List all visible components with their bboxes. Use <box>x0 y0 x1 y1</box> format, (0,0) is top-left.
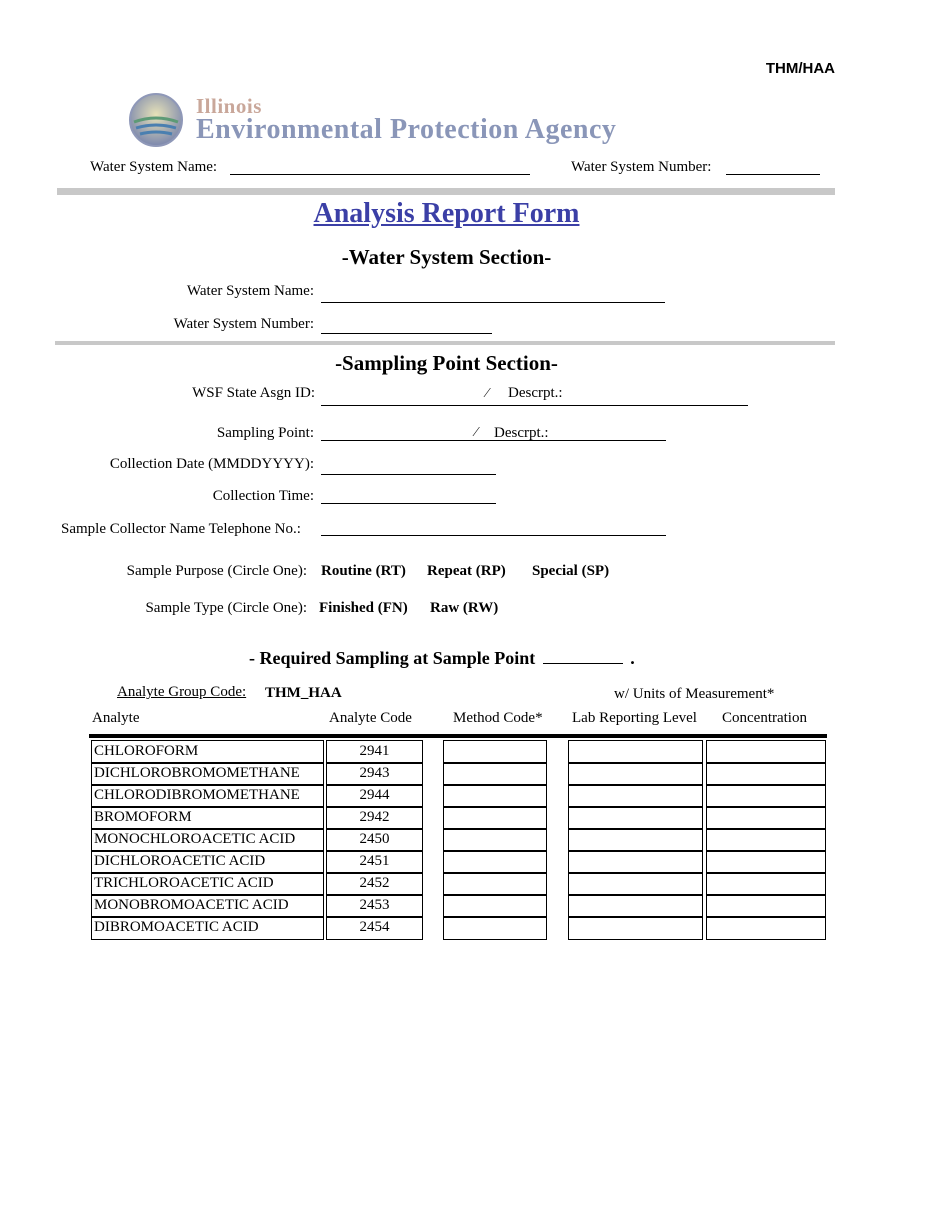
concentration-input[interactable] <box>706 784 826 808</box>
column-header-analyte: Analyte <box>92 710 140 726</box>
analyte-cell: CHLORODIBROMOMETHANE <box>91 784 324 808</box>
method-code-input[interactable] <box>443 828 547 852</box>
column-header-analyte-code: Analyte Code <box>329 710 412 726</box>
analyte-code-cell: 2943 <box>326 762 423 786</box>
concentration-input[interactable] <box>706 740 826 764</box>
lab-reporting-level-input[interactable] <box>568 872 703 896</box>
type-option-raw[interactable]: Raw (RW) <box>430 600 499 616</box>
concentration-input[interactable] <box>706 894 826 918</box>
method-code-input[interactable] <box>443 784 547 808</box>
sampling-point-descrpt-label: Descrpt.: <box>494 425 549 441</box>
header-divider <box>57 188 835 195</box>
required-sampling-point-field[interactable] <box>543 663 623 664</box>
column-header-lab-reporting-level: Lab Reporting Level <box>572 710 697 726</box>
analyte-group-value: THM_HAA <box>265 685 342 701</box>
lab-reporting-level-input[interactable] <box>568 894 703 918</box>
method-code-input[interactable] <box>443 762 547 786</box>
method-code-input[interactable] <box>443 894 547 918</box>
collection-time-field[interactable] <box>321 503 496 504</box>
concentration-input[interactable] <box>706 850 826 874</box>
purpose-option-repeat[interactable]: Repeat (RP) <box>427 563 506 579</box>
lab-reporting-level-input[interactable] <box>568 806 703 830</box>
purpose-option-routine[interactable]: Routine (RT) <box>321 563 406 579</box>
water-system-name-field[interactable] <box>321 302 665 303</box>
lab-reporting-level-input[interactable] <box>568 850 703 874</box>
sampling-point-label: Sampling Point: <box>216 425 314 441</box>
header-water-system-number-label: Water System Number: <box>571 159 712 175</box>
wsf-descrpt-label: Descrpt.: <box>508 385 563 401</box>
header-water-system-name-field[interactable] <box>230 174 530 175</box>
lab-reporting-level-input[interactable] <box>568 916 703 940</box>
epa-logo-icon <box>128 92 184 148</box>
water-system-section-heading: -Water System Section- <box>341 245 552 269</box>
slash-icon: ⁄ <box>486 386 489 401</box>
analyte-cell: TRICHLOROACETIC ACID <box>91 872 324 896</box>
telephone-label: Telephone No.: <box>208 521 301 537</box>
units-note: w/ Units of Measurement* <box>614 686 775 702</box>
header-water-system-name-label: Water System Name: <box>90 159 218 175</box>
page-title: Analysis Report Form <box>313 198 580 229</box>
collection-date-field[interactable] <box>321 474 496 475</box>
table-header-rule <box>89 734 827 738</box>
slash-icon: ⁄ <box>475 425 478 440</box>
sample-collector-field[interactable] <box>321 535 666 536</box>
lab-reporting-level-input[interactable] <box>568 762 703 786</box>
sample-collector-label <box>61 521 301 538</box>
method-code-input[interactable] <box>443 740 547 764</box>
method-code-input[interactable] <box>443 806 547 830</box>
analyte-cell: CHLOROFORM <box>91 740 324 764</box>
purpose-option-special[interactable]: Special (SP) <box>532 563 610 579</box>
method-code-input[interactable] <box>443 850 547 874</box>
logo-agency-text: Environmental Protection Agency <box>196 114 617 145</box>
sample-type-label: Sample Type (Circle One): <box>145 600 307 616</box>
analyte-cell: DICHLOROACETIC ACID <box>91 850 324 874</box>
wsf-state-id-label: WSF State Asgn ID: <box>192 385 315 401</box>
required-sampling-heading <box>249 648 635 669</box>
sample-purpose-label: Sample Purpose (Circle One): <box>126 563 307 579</box>
analyte-cell: DIBROMOACETIC ACID <box>91 916 324 940</box>
water-system-number-field[interactable] <box>321 333 492 334</box>
concentration-input[interactable] <box>706 872 826 896</box>
lab-reporting-level-input[interactable] <box>568 784 703 808</box>
collection-time-label: Collection Time: <box>212 488 314 504</box>
analyte-code-cell: 2454 <box>326 916 423 940</box>
analyte-code-cell: 2451 <box>326 850 423 874</box>
logo-state-text: Illinois <box>196 94 262 118</box>
concentration-input[interactable] <box>706 828 826 852</box>
type-option-finished[interactable]: Finished (FN) <box>319 600 408 616</box>
method-code-input[interactable] <box>443 916 547 940</box>
analyte-code-cell: 2941 <box>326 740 423 764</box>
header-water-system-number-field[interactable] <box>726 174 820 175</box>
form-code: THM/HAA <box>765 60 835 77</box>
collection-date-label: Collection Date (MMDDYYYY): <box>109 456 314 472</box>
analyte-code-cell: 2942 <box>326 806 423 830</box>
analyte-code-cell: 2453 <box>326 894 423 918</box>
wsf-state-id-field[interactable] <box>321 405 748 406</box>
analyte-code-cell: 2450 <box>326 828 423 852</box>
analyte-group-label: Analyte Group Code: <box>117 684 247 700</box>
analyte-cell: MONOBROMOACETIC ACID <box>91 894 324 918</box>
section-divider <box>55 341 835 345</box>
analyte-cell: DICHLOROBROMOMETHANE <box>91 762 324 786</box>
analyte-cell: BROMOFORM <box>91 806 324 830</box>
water-system-number-label: Water System Number: <box>173 316 314 332</box>
column-header-concentration: Concentration <box>722 710 807 726</box>
concentration-input[interactable] <box>706 916 826 940</box>
lab-reporting-level-input[interactable] <box>568 828 703 852</box>
required-sampling-suffix: . <box>630 648 635 668</box>
sample-collector-name-label: Sample Collector Name <box>61 521 206 537</box>
concentration-input[interactable] <box>706 806 826 830</box>
analyte-code-cell: 2944 <box>326 784 423 808</box>
analyte-code-cell: 2452 <box>326 872 423 896</box>
method-code-input[interactable] <box>443 872 547 896</box>
water-system-name-label: Water System Name: <box>186 283 314 299</box>
analyte-cell: MONOCHLOROACETIC ACID <box>91 828 324 852</box>
lab-reporting-level-input[interactable] <box>568 740 703 764</box>
concentration-input[interactable] <box>706 762 826 786</box>
column-header-method-code: Method Code* <box>453 710 543 726</box>
required-sampling-prefix: - Required Sampling at Sample Point <box>249 648 536 668</box>
sampling-point-section-heading: -Sampling Point Section- <box>335 351 558 375</box>
